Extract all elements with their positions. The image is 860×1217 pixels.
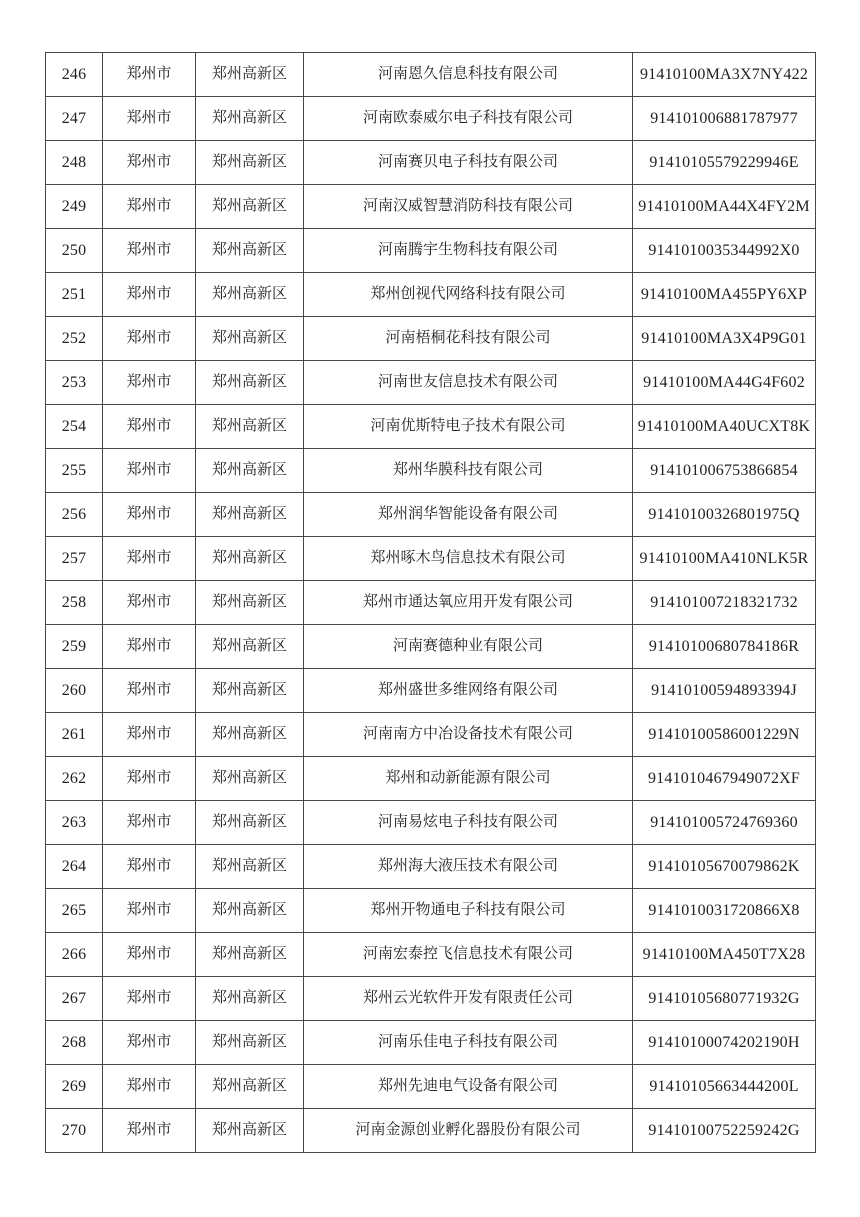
table-row bbox=[46, 889, 816, 933]
table-row bbox=[46, 845, 816, 889]
company-name-cell: 河南优斯特电子技术有限公司 bbox=[304, 405, 633, 449]
district-cell: 郑州高新区 bbox=[196, 757, 304, 801]
city-cell: 郑州市 bbox=[103, 625, 196, 669]
table-row bbox=[46, 185, 816, 229]
city-cell: 郑州市 bbox=[103, 1021, 196, 1065]
company-name-cell: 河南腾宇生物科技有限公司 bbox=[304, 229, 633, 273]
table-row bbox=[46, 933, 816, 977]
city-cell: 郑州市 bbox=[103, 713, 196, 757]
district-cell: 郑州高新区 bbox=[196, 801, 304, 845]
city-cell: 郑州市 bbox=[103, 669, 196, 713]
table-row bbox=[46, 141, 816, 185]
district-cell: 郑州高新区 bbox=[196, 1109, 304, 1153]
company-name-cell: 河南赛贝电子科技有限公司 bbox=[304, 141, 633, 185]
district-cell: 郑州高新区 bbox=[196, 493, 304, 537]
credit-code-cell: 91410100MA3X7NY422 bbox=[633, 53, 816, 97]
company-name-cell: 郑州创视代网络科技有限公司 bbox=[304, 273, 633, 317]
city-cell: 郑州市 bbox=[103, 581, 196, 625]
row-number-cell: 265 bbox=[46, 889, 103, 933]
district-cell: 郑州高新区 bbox=[196, 1065, 304, 1109]
row-number-cell: 257 bbox=[46, 537, 103, 581]
table-row bbox=[46, 493, 816, 537]
company-name-cell: 河南金源创业孵化器股份有限公司 bbox=[304, 1109, 633, 1153]
row-number-cell: 249 bbox=[46, 185, 103, 229]
company-name-cell: 河南赛德种业有限公司 bbox=[304, 625, 633, 669]
row-number-cell: 253 bbox=[46, 361, 103, 405]
city-cell: 郑州市 bbox=[103, 97, 196, 141]
credit-code-cell: 9141010031720866X8 bbox=[633, 889, 816, 933]
city-cell: 郑州市 bbox=[103, 933, 196, 977]
credit-code-cell: 91410100074202190H bbox=[633, 1021, 816, 1065]
table-row bbox=[46, 229, 816, 273]
table-row bbox=[46, 405, 816, 449]
row-number-cell: 251 bbox=[46, 273, 103, 317]
district-cell: 郑州高新区 bbox=[196, 361, 304, 405]
district-cell: 郑州高新区 bbox=[196, 53, 304, 97]
district-cell: 郑州高新区 bbox=[196, 1021, 304, 1065]
row-number-cell: 260 bbox=[46, 669, 103, 713]
company-name-cell: 河南欧泰威尔电子科技有限公司 bbox=[304, 97, 633, 141]
city-cell: 郑州市 bbox=[103, 537, 196, 581]
district-cell: 郑州高新区 bbox=[196, 185, 304, 229]
credit-code-cell: 91410100MA44G4F602 bbox=[633, 361, 816, 405]
credit-code-cell: 91410100MA40UCXT8K bbox=[633, 405, 816, 449]
table-row bbox=[46, 1109, 816, 1153]
district-cell: 郑州高新区 bbox=[196, 977, 304, 1021]
table-row bbox=[46, 537, 816, 581]
credit-code-cell: 914101006881787977 bbox=[633, 97, 816, 141]
city-cell: 郑州市 bbox=[103, 185, 196, 229]
district-cell: 郑州高新区 bbox=[196, 889, 304, 933]
row-number-cell: 267 bbox=[46, 977, 103, 1021]
company-registry-table bbox=[45, 52, 816, 1153]
credit-code-cell: 91410100594893394J bbox=[633, 669, 816, 713]
table-row bbox=[46, 713, 816, 757]
credit-code-cell: 9141010467949072XF bbox=[633, 757, 816, 801]
company-name-cell: 郑州市通达氧应用开发有限公司 bbox=[304, 581, 633, 625]
table-row bbox=[46, 757, 816, 801]
city-cell: 郑州市 bbox=[103, 845, 196, 889]
row-number-cell: 250 bbox=[46, 229, 103, 273]
row-number-cell: 263 bbox=[46, 801, 103, 845]
city-cell: 郑州市 bbox=[103, 1065, 196, 1109]
credit-code-cell: 91410100752259242G bbox=[633, 1109, 816, 1153]
district-cell: 郑州高新区 bbox=[196, 933, 304, 977]
company-name-cell: 河南恩久信息科技有限公司 bbox=[304, 53, 633, 97]
credit-code-cell: 914101005724769360 bbox=[633, 801, 816, 845]
row-number-cell: 258 bbox=[46, 581, 103, 625]
credit-code-cell: 91410100326801975Q bbox=[633, 493, 816, 537]
company-name-cell: 郑州润华智能设备有限公司 bbox=[304, 493, 633, 537]
row-number-cell: 266 bbox=[46, 933, 103, 977]
company-name-cell: 河南宏泰控飞信息技术有限公司 bbox=[304, 933, 633, 977]
company-name-cell: 郑州开物通电子科技有限公司 bbox=[304, 889, 633, 933]
city-cell: 郑州市 bbox=[103, 757, 196, 801]
row-number-cell: 259 bbox=[46, 625, 103, 669]
row-number-cell: 270 bbox=[46, 1109, 103, 1153]
row-number-cell: 252 bbox=[46, 317, 103, 361]
district-cell: 郑州高新区 bbox=[196, 713, 304, 757]
table-row bbox=[46, 625, 816, 669]
company-name-cell: 郑州云光软件开发有限责任公司 bbox=[304, 977, 633, 1021]
table-row bbox=[46, 97, 816, 141]
district-cell: 郑州高新区 bbox=[196, 273, 304, 317]
city-cell: 郑州市 bbox=[103, 405, 196, 449]
credit-code-cell: 914101006753866854 bbox=[633, 449, 816, 493]
row-number-cell: 261 bbox=[46, 713, 103, 757]
table-row bbox=[46, 273, 816, 317]
table-row bbox=[46, 581, 816, 625]
row-number-cell: 264 bbox=[46, 845, 103, 889]
city-cell: 郑州市 bbox=[103, 493, 196, 537]
row-number-cell: 262 bbox=[46, 757, 103, 801]
credit-code-cell: 9141010035344992X0 bbox=[633, 229, 816, 273]
row-number-cell: 255 bbox=[46, 449, 103, 493]
credit-code-cell: 91410100680784186R bbox=[633, 625, 816, 669]
table-row bbox=[46, 1021, 816, 1065]
city-cell: 郑州市 bbox=[103, 229, 196, 273]
credit-code-cell: 91410105579229946E bbox=[633, 141, 816, 185]
city-cell: 郑州市 bbox=[103, 317, 196, 361]
row-number-cell: 256 bbox=[46, 493, 103, 537]
district-cell: 郑州高新区 bbox=[196, 449, 304, 493]
city-cell: 郑州市 bbox=[103, 449, 196, 493]
row-number-cell: 247 bbox=[46, 97, 103, 141]
credit-code-cell: 91410100586001229N bbox=[633, 713, 816, 757]
district-cell: 郑州高新区 bbox=[196, 317, 304, 361]
credit-code-cell: 914101007218321732 bbox=[633, 581, 816, 625]
company-name-cell: 郑州先迪电气设备有限公司 bbox=[304, 1065, 633, 1109]
company-name-cell: 河南世友信息技术有限公司 bbox=[304, 361, 633, 405]
credit-code-cell: 91410100MA3X4P9G01 bbox=[633, 317, 816, 361]
table-row bbox=[46, 977, 816, 1021]
company-name-cell: 河南南方中冶设备技术有限公司 bbox=[304, 713, 633, 757]
district-cell: 郑州高新区 bbox=[196, 845, 304, 889]
district-cell: 郑州高新区 bbox=[196, 229, 304, 273]
city-cell: 郑州市 bbox=[103, 361, 196, 405]
city-cell: 郑州市 bbox=[103, 1109, 196, 1153]
credit-code-cell: 91410105663444200L bbox=[633, 1065, 816, 1109]
table-row bbox=[46, 53, 816, 97]
table-row bbox=[46, 317, 816, 361]
city-cell: 郑州市 bbox=[103, 889, 196, 933]
district-cell: 郑州高新区 bbox=[196, 669, 304, 713]
credit-code-cell: 91410100MA450T7X28 bbox=[633, 933, 816, 977]
row-number-cell: 269 bbox=[46, 1065, 103, 1109]
company-name-cell: 河南汉威智慧消防科技有限公司 bbox=[304, 185, 633, 229]
district-cell: 郑州高新区 bbox=[196, 97, 304, 141]
row-number-cell: 248 bbox=[46, 141, 103, 185]
city-cell: 郑州市 bbox=[103, 53, 196, 97]
table-row bbox=[46, 669, 816, 713]
table-row bbox=[46, 361, 816, 405]
city-cell: 郑州市 bbox=[103, 141, 196, 185]
credit-code-cell: 91410105680771932G bbox=[633, 977, 816, 1021]
credit-code-cell: 91410100MA44X4FY2M bbox=[633, 185, 816, 229]
company-name-cell: 河南乐佳电子科技有限公司 bbox=[304, 1021, 633, 1065]
company-name-cell: 河南梧桐花科技有限公司 bbox=[304, 317, 633, 361]
company-name-cell: 郑州华膜科技有限公司 bbox=[304, 449, 633, 493]
city-cell: 郑州市 bbox=[103, 801, 196, 845]
table-row bbox=[46, 801, 816, 845]
district-cell: 郑州高新区 bbox=[196, 405, 304, 449]
company-name-cell: 郑州啄木鸟信息技术有限公司 bbox=[304, 537, 633, 581]
city-cell: 郑州市 bbox=[103, 273, 196, 317]
credit-code-cell: 91410100MA410NLK5R bbox=[633, 537, 816, 581]
row-number-cell: 268 bbox=[46, 1021, 103, 1065]
district-cell: 郑州高新区 bbox=[196, 625, 304, 669]
table-row bbox=[46, 449, 816, 493]
company-name-cell: 郑州海大液压技术有限公司 bbox=[304, 845, 633, 889]
district-cell: 郑州高新区 bbox=[196, 537, 304, 581]
row-number-cell: 254 bbox=[46, 405, 103, 449]
company-table-body bbox=[46, 53, 816, 1153]
row-number-cell: 246 bbox=[46, 53, 103, 97]
city-cell: 郑州市 bbox=[103, 977, 196, 1021]
district-cell: 郑州高新区 bbox=[196, 581, 304, 625]
credit-code-cell: 91410105670079862K bbox=[633, 845, 816, 889]
company-name-cell: 郑州盛世多维网络有限公司 bbox=[304, 669, 633, 713]
district-cell: 郑州高新区 bbox=[196, 141, 304, 185]
company-name-cell: 郑州和动新能源有限公司 bbox=[304, 757, 633, 801]
credit-code-cell: 91410100MA455PY6XP bbox=[633, 273, 816, 317]
company-name-cell: 河南易炫电子科技有限公司 bbox=[304, 801, 633, 845]
table-row bbox=[46, 1065, 816, 1109]
